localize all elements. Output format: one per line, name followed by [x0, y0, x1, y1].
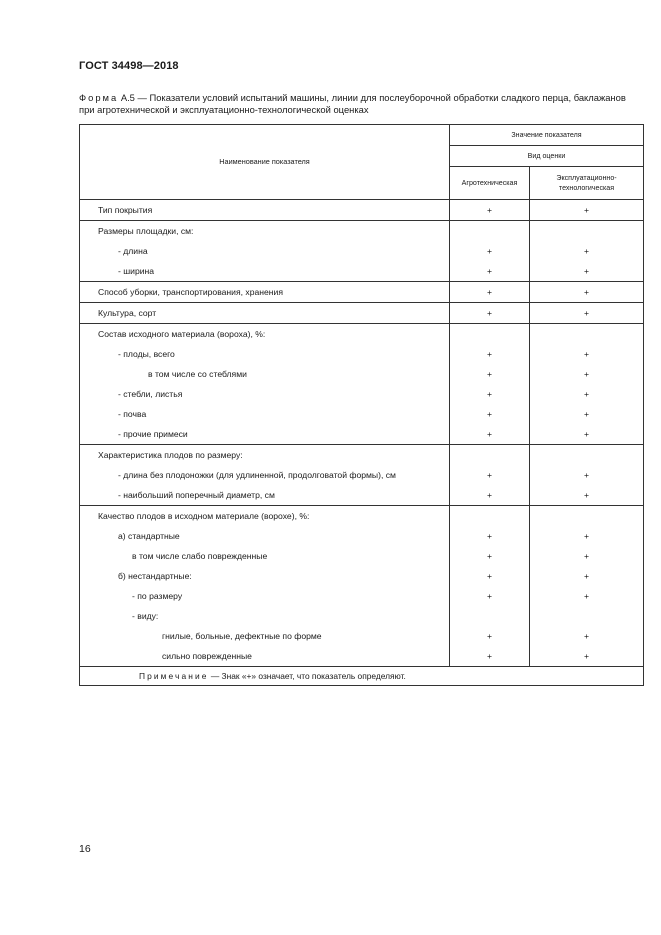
- agro-value: +: [450, 282, 530, 303]
- table-row: [80, 526, 644, 546]
- row-label: а) стандартные: [80, 526, 450, 546]
- exploit-value: +: [530, 546, 644, 566]
- table-row: [80, 626, 644, 646]
- table-row: [80, 586, 644, 606]
- table-row: [80, 485, 644, 506]
- table-row: [80, 546, 644, 566]
- table-row: [80, 424, 644, 445]
- row-label: - длина: [80, 241, 450, 261]
- form-caption-text: А.5 — Показатели условий испытаний машины, линии для послеуборочной обработки сладкого перца, баклажанов при агротехнической и эксплуатационно-технологической оценках: [79, 92, 626, 115]
- form-caption: [79, 92, 643, 116]
- table-row: [80, 445, 644, 466]
- agro-value: [450, 445, 530, 466]
- agro-value: +: [450, 241, 530, 261]
- exploit-value: [530, 606, 644, 626]
- table-row: [80, 606, 644, 626]
- row-label: б) нестандартные:: [80, 566, 450, 586]
- row-label: - стебли, листья: [80, 384, 450, 404]
- row-label: Размеры площадки, см:: [80, 221, 450, 242]
- row-label: - наибольший поперечный диаметр, см: [80, 485, 450, 506]
- row-label: Качество плодов в исходном материале (ворохе), %:: [80, 506, 450, 527]
- table-row: [80, 282, 644, 303]
- exploit-value: +: [530, 404, 644, 424]
- table-row: [80, 241, 644, 261]
- exploit-value: [530, 221, 644, 242]
- row-label: Тип покрытия: [80, 200, 450, 221]
- agro-value: [450, 506, 530, 527]
- table-row: [80, 261, 644, 282]
- exploit-value: +: [530, 364, 644, 384]
- row-label: гнилые, больные, дефектные по форме: [80, 626, 450, 646]
- row-label: Характеристика плодов по размеру:: [80, 445, 450, 466]
- agro-value: [450, 221, 530, 242]
- agro-value: [450, 324, 530, 345]
- agro-value: +: [450, 404, 530, 424]
- row-label: сильно поврежденные: [80, 646, 450, 667]
- row-label: - плоды, всего: [80, 344, 450, 364]
- row-label: - виду:: [80, 606, 450, 626]
- agro-value: +: [450, 364, 530, 384]
- agro-value: [450, 606, 530, 626]
- note-label: Примечание: [139, 671, 209, 681]
- exploit-value: +: [530, 424, 644, 445]
- row-label: - ширина: [80, 261, 450, 282]
- table-row: [80, 646, 644, 667]
- exploit-value: +: [530, 465, 644, 485]
- row-label: Состав исходного материала (вороха), %:: [80, 324, 450, 345]
- exploit-value: +: [530, 646, 644, 667]
- table-row: [80, 364, 644, 384]
- exploit-value: [530, 445, 644, 466]
- form-label: Форма: [79, 92, 119, 103]
- exploit-value: +: [530, 282, 644, 303]
- header-agrotechnical: Агротехническая: [450, 167, 530, 200]
- agro-value: +: [450, 344, 530, 364]
- agro-value: +: [450, 424, 530, 445]
- row-label: - длина без плодоножки (для удлиненной, продолговатой формы), см: [80, 465, 450, 485]
- header-indicator-name: Наименование показателя: [80, 125, 450, 200]
- exploit-value: [530, 324, 644, 345]
- agro-value: +: [450, 546, 530, 566]
- agro-value: +: [450, 384, 530, 404]
- agro-value: +: [450, 586, 530, 606]
- table-row: [80, 303, 644, 324]
- agro-value: +: [450, 646, 530, 667]
- row-label: в том числе слабо поврежденные: [80, 546, 450, 566]
- row-label: Способ уборки, транспортирования, хранения: [80, 282, 450, 303]
- agro-value: +: [450, 626, 530, 646]
- note-text: — Знак «+» означает, что показатель определяют.: [210, 671, 406, 681]
- table-row: [80, 221, 644, 242]
- header-exploitation: Эксплуатационно-технологическая: [530, 167, 644, 200]
- exploit-value: +: [530, 261, 644, 282]
- header-assessment-type: Вид оценки: [450, 146, 644, 167]
- header-indicator-value: Значение показателя: [450, 125, 644, 146]
- table-row: [80, 404, 644, 424]
- table-row: [80, 344, 644, 364]
- page-number: 16: [79, 843, 91, 855]
- agro-value: +: [450, 526, 530, 546]
- table-note-row: [80, 667, 644, 686]
- agro-value: +: [450, 465, 530, 485]
- indicators-table: [79, 124, 644, 686]
- exploit-value: +: [530, 586, 644, 606]
- exploit-value: +: [530, 485, 644, 506]
- exploit-value: +: [530, 344, 644, 364]
- table-row: [80, 566, 644, 586]
- agro-value: +: [450, 566, 530, 586]
- table-row: [80, 384, 644, 404]
- exploit-value: +: [530, 303, 644, 324]
- exploit-value: +: [530, 626, 644, 646]
- row-label: - прочие примеси: [80, 424, 450, 445]
- agro-value: +: [450, 485, 530, 506]
- exploit-value: +: [530, 241, 644, 261]
- exploit-value: +: [530, 200, 644, 221]
- agro-value: +: [450, 200, 530, 221]
- standard-number: ГОСТ 34498—2018: [79, 60, 179, 72]
- row-label: в том числе со стеблями: [80, 364, 450, 384]
- row-label: - почва: [80, 404, 450, 424]
- agro-value: +: [450, 303, 530, 324]
- exploit-value: +: [530, 566, 644, 586]
- exploit-value: +: [530, 384, 644, 404]
- row-label: Культура, сорт: [80, 303, 450, 324]
- table-note: [80, 667, 644, 686]
- exploit-value: +: [530, 526, 644, 546]
- table-row: [80, 506, 644, 527]
- table-row: [80, 200, 644, 221]
- agro-value: +: [450, 261, 530, 282]
- exploit-value: [530, 506, 644, 527]
- table-row: [80, 324, 644, 345]
- table-row: [80, 465, 644, 485]
- row-label: - по размеру: [80, 586, 450, 606]
